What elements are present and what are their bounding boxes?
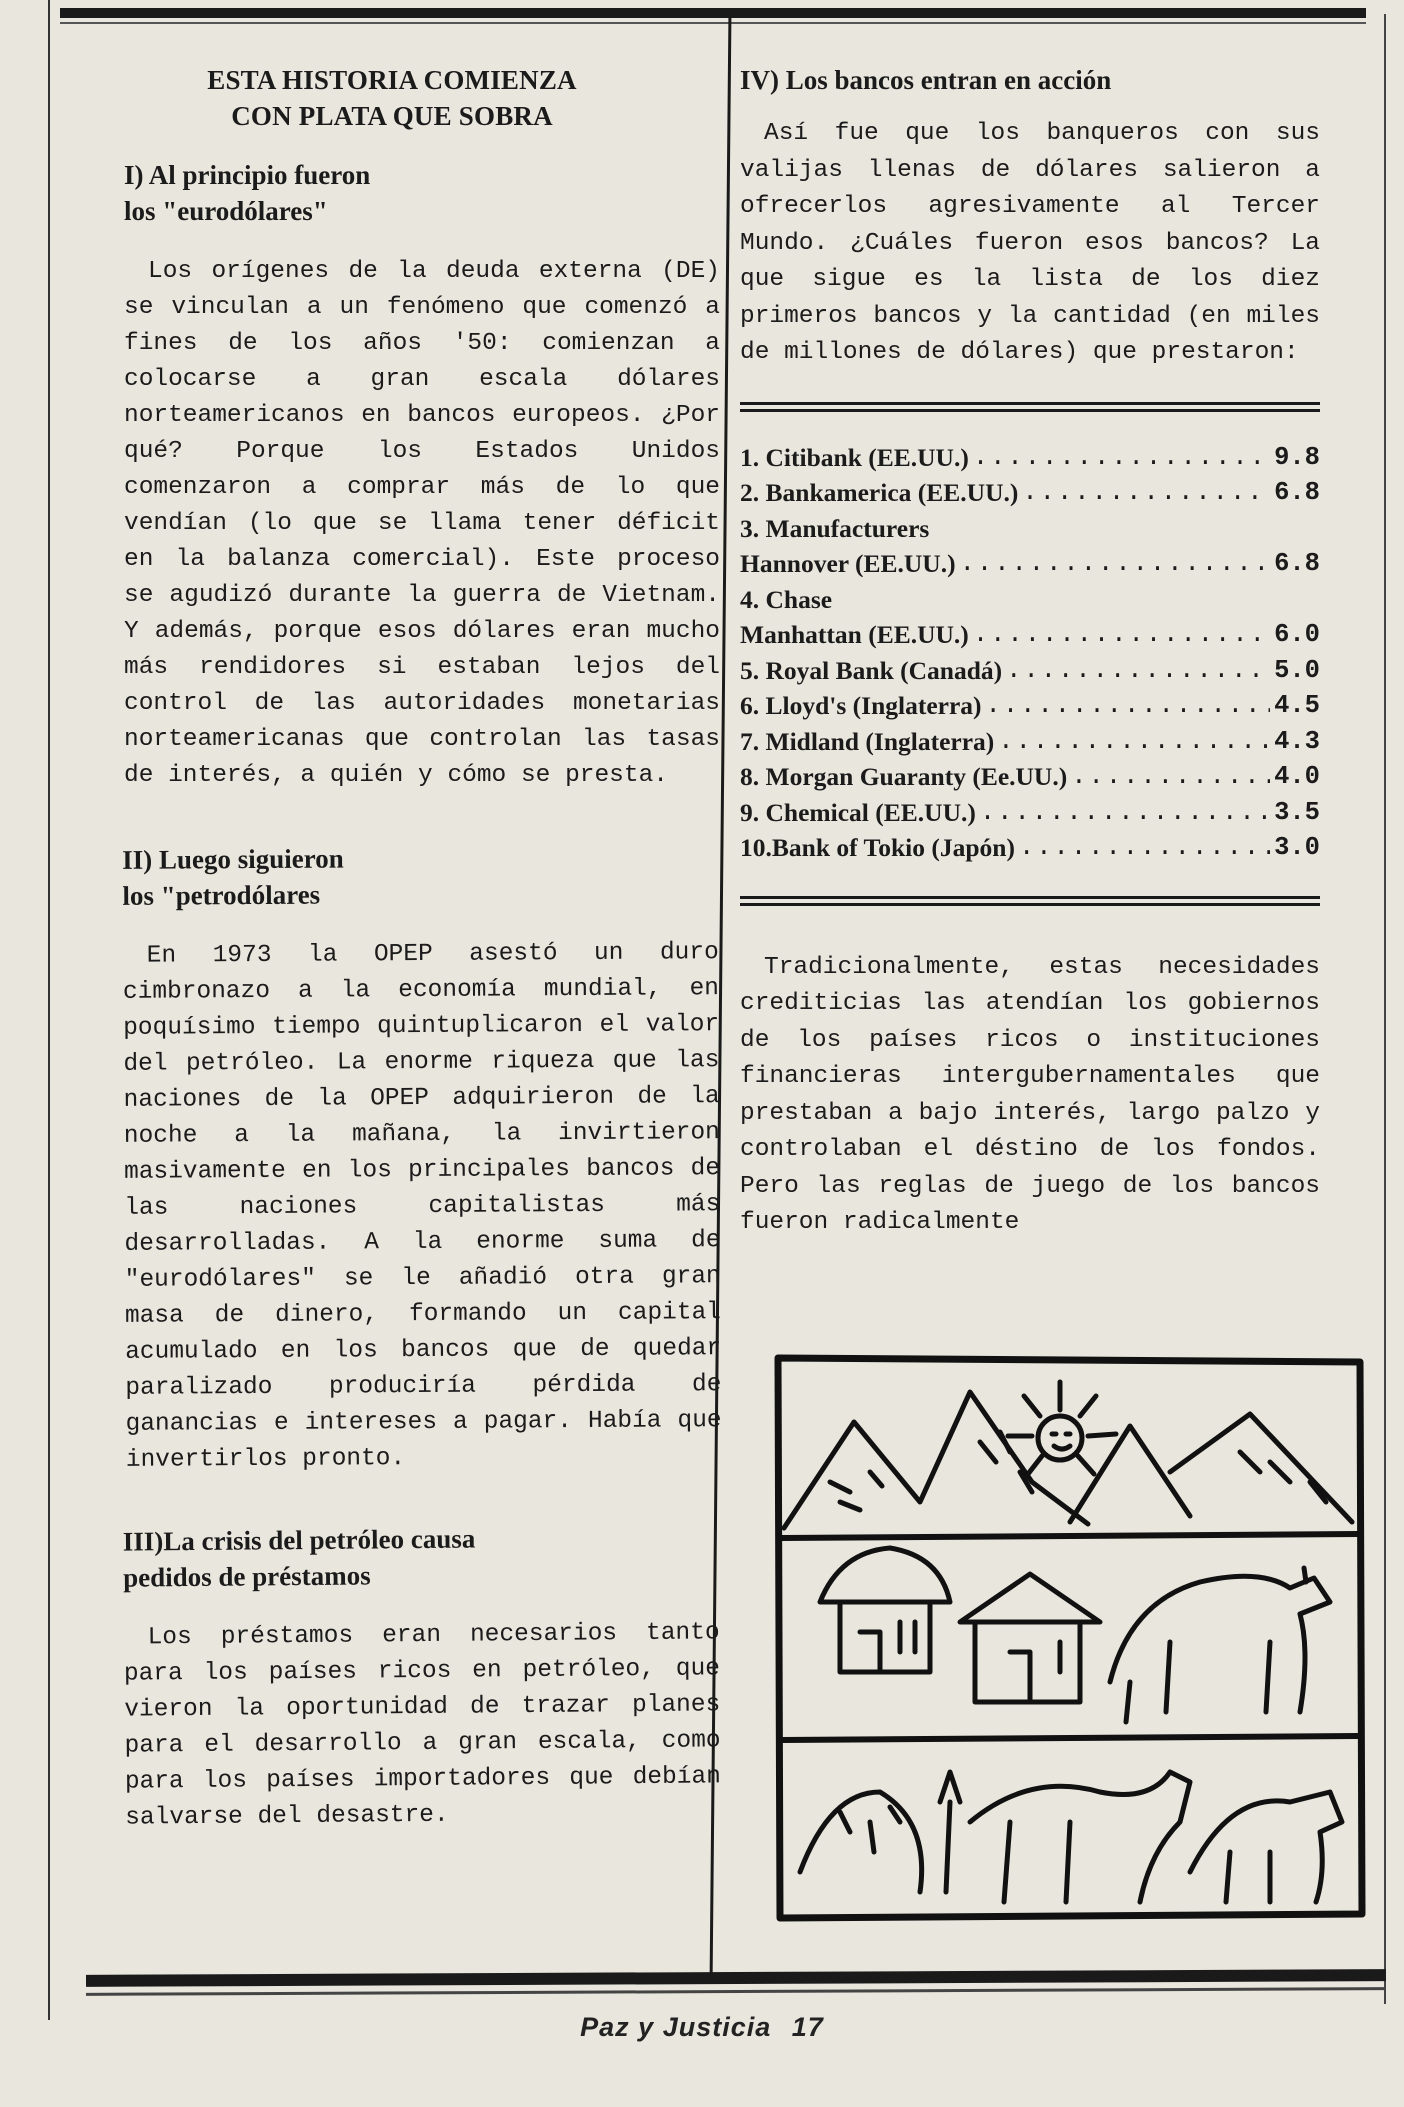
bank-item [740, 688, 1320, 724]
bank-name-line1: 3. Manufacturers [740, 513, 930, 543]
section-1-body: Los orígenes de la deuda externa (DE) se vinculan a un fenómeno que comenzó a fines de los años '50: comienzan a colocarse a gran escala dólares norteamericanos en bancos europeos. ¿Por qué? Porque los Estados Unidos comenzaron a comprar más de lo que vendían (lo que se llama tener déficit en la balanza comercial). Este proceso se agudizó durante la guerra de Vietnam. Y además, porque esos dólares eran mucho más rendidores si estaban lejos del control de las autoridades monetarias norteamericanas que controlan las tasas de interés, a quién y cómo se presta. [124, 257, 720, 789]
section-3-title [123, 1518, 720, 1596]
bank-name: 2. Bankamerica (EE.UU.) [740, 478, 1019, 508]
leader-dots [973, 440, 1270, 476]
top-rule-thin [60, 22, 1366, 24]
leader-dots [980, 795, 1270, 831]
leader-dots [998, 724, 1270, 760]
bank-name: 9. Chemical (EE.UU.) [740, 797, 976, 827]
section-1-title-line1: I) Al principio fueron [124, 159, 371, 190]
section-5-body: Tradicionalmente, estas necesidades crediticias las atendían los gobiernos de los países ricos o instituciones financieras intergubernamentales que prestaban a bajo interés, largo palzo y controlaban el déstino de los fondos. Pero las reglas de juego de los bancos fueron radicalmente [740, 953, 1320, 1237]
bank-name: 8. Morgan Guaranty (Ee.UU.) [740, 762, 1068, 792]
bank-name: 7. Midland (Inglaterra) [740, 726, 995, 756]
section-3 [123, 1518, 722, 1836]
bank-name: 1. Citibank (EE.UU.) [740, 442, 969, 472]
llama-icon [1110, 1568, 1330, 1722]
section-4-title: IV) Los bancos entran en acción [740, 65, 1112, 95]
page-heading [94, 62, 690, 135]
page-heading-line1: ESTA HISTORIA COMIENZA [207, 65, 577, 95]
section-3-body: Los préstamos eran necesarios tanto para los países ricos en petróleo, que vieron la oportunidad de trazar planes para el desarrollo a gran escala, como para los países importadores que debían salvarse del desastre. [123, 1618, 721, 1832]
hut-icon [820, 1548, 950, 1672]
page-heading-line2: CON PLATA QUE SOBRA [231, 101, 553, 132]
section-2-title-line2: los "petrodólares [122, 879, 321, 912]
section-1-title-line2: los "eurodólares" [124, 196, 328, 227]
bank-item [740, 724, 1320, 760]
top-rule [60, 8, 1366, 18]
bank-name: Manhattan (EE.UU.) [740, 620, 969, 650]
bottom-rule [86, 1969, 1386, 1987]
bank-list [740, 440, 1320, 866]
bank-amount: 3.5 [1274, 797, 1320, 827]
bank-item [740, 582, 1320, 653]
bank-amount: 3.0 [1274, 833, 1320, 863]
section-2-body: En 1973 la OPEP asestó un duro cimbronazo a la economía mundial, en poquísimo tiempo quintuplicaron el valor del petróleo. La enorme riqueza que las naciones de la OPEP adquirieron de la noche a la mañana, la invirtieron masivamente en los principales bancos de las naciones capitalistas más desarrolladas. A la enorme suma de "eurodólares" se le añadió otra gran masa de dinero, formando un capital acumulado en los bancos que de quedar paralizado produciría pérdida de ganancias e intereses a pagar. Había que invertirlos pronto. [122, 938, 722, 1474]
section-3-title-line2: pedidos de préstamos [122, 1560, 371, 1593]
bank-item [740, 511, 1320, 582]
section-2-title [122, 838, 718, 915]
leader-dots [1022, 475, 1270, 511]
bank-amount: 9.8 [1274, 442, 1320, 472]
frame-left-border [48, 0, 50, 2020]
figures-icon [800, 1772, 1342, 1902]
bank-name: 6. Lloyd's (Inglaterra) [740, 691, 982, 721]
page-number: 17 [791, 2012, 824, 2042]
bank-item [740, 475, 1320, 511]
leader-dots [960, 546, 1270, 582]
right-column [740, 62, 1320, 1242]
bank-name: 10.Bank of Tokio (Japón) [740, 833, 1015, 863]
bank-amount: 4.5 [1274, 691, 1320, 721]
leader-dots [973, 617, 1270, 653]
bank-item [740, 653, 1320, 689]
section-1 [124, 157, 720, 794]
bank-item [740, 759, 1320, 795]
section-2 [122, 838, 722, 1479]
bank-name: Hannover (EE.UU.) [740, 549, 956, 579]
section-3-title-line1: III)La crisis del petróleo causa [122, 1523, 476, 1557]
leader-dots [1006, 653, 1270, 689]
frame-right-border [1384, 14, 1386, 2004]
bank-amount: 6.0 [1274, 620, 1320, 650]
leader-dots [986, 688, 1271, 724]
publication-name: Paz y Justicia [580, 2012, 772, 2042]
house-icon [960, 1574, 1100, 1702]
bank-name-line1: 4. Chase [740, 584, 833, 614]
leader-dots [1019, 830, 1270, 866]
bank-amount: 5.0 [1274, 655, 1320, 685]
sun-icon [1008, 1382, 1116, 1474]
leader-dots [1071, 759, 1270, 795]
section-1-title [124, 157, 720, 230]
bank-amount: 4.3 [1274, 726, 1320, 756]
section-4-body: Así fue que los banqueros con sus valijas llenas de dólares salieron a ofrecerlos agresivamente al Tercer Mundo. ¿Cuáles fueron esos bancos? La que sigue es la lista de los diez primeros bancos y la cantidad (en miles de millones de dólares) que prestaron: [740, 120, 1320, 367]
bank-list-rule-top [740, 402, 1320, 412]
bank-amount: 6.8 [1274, 478, 1320, 508]
bank-amount: 4.0 [1274, 762, 1320, 792]
woodcut-illustration [770, 1352, 1366, 1922]
bank-item [740, 830, 1320, 866]
bank-item [740, 795, 1320, 831]
bottom-rule-thin [86, 1987, 1386, 1996]
section-2-title-line1: II) Luego siguieron [122, 843, 344, 875]
bank-item [740, 440, 1320, 476]
illustration-band-divider-upper [782, 1534, 1358, 1538]
bank-name: 5. Royal Bank (Canadá) [740, 655, 1003, 685]
left-column [124, 62, 720, 1834]
page-footer [0, 2012, 1404, 2043]
bank-amount: 6.8 [1274, 549, 1320, 579]
bank-list-rule-bottom [740, 896, 1320, 906]
illustration-band-divider-lower [782, 1736, 1358, 1740]
